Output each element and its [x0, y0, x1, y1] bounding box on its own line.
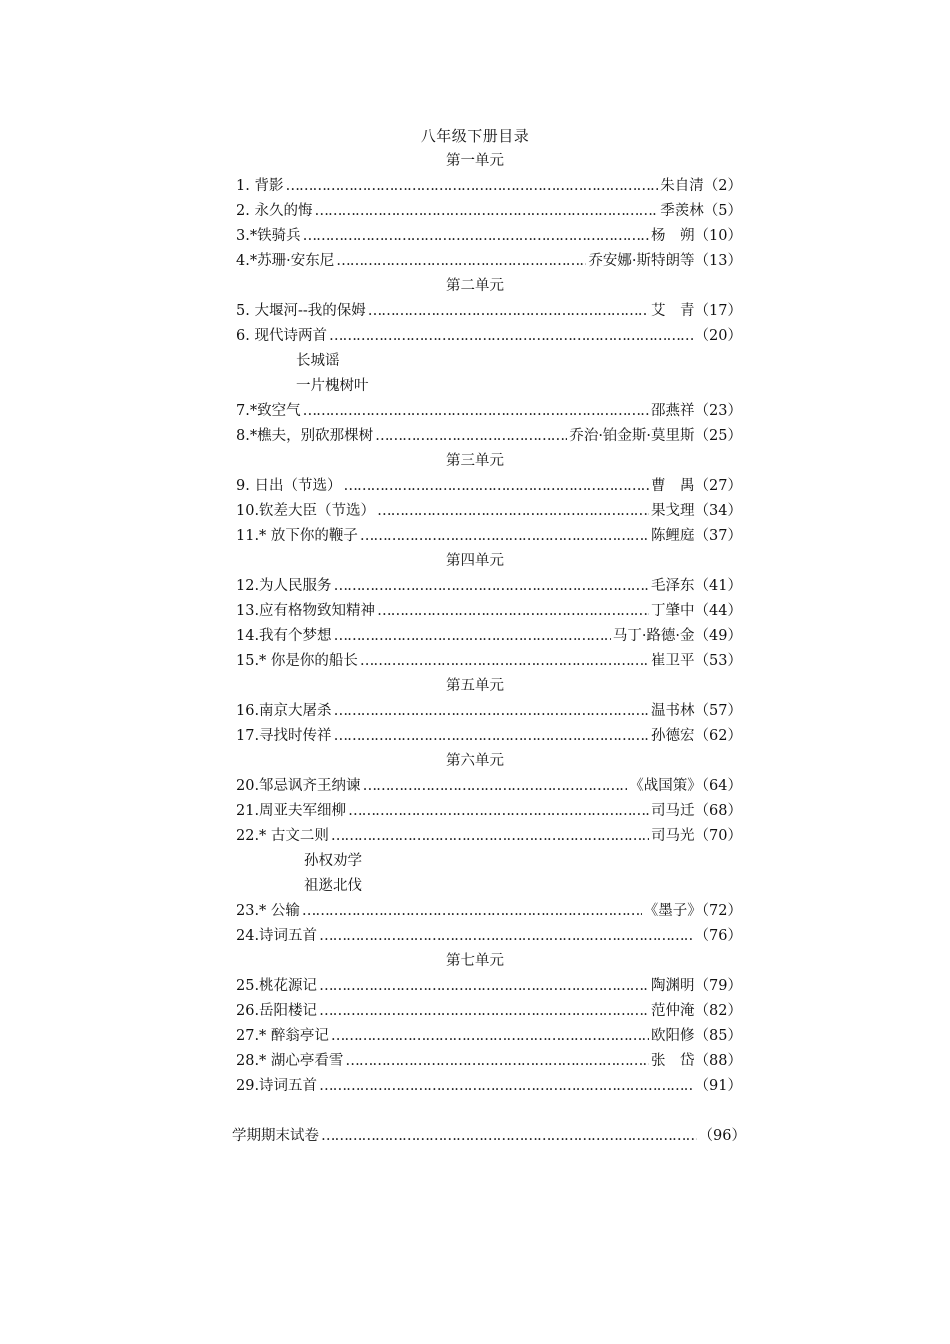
entry-title: 20.邹忌讽齐王纳谏	[236, 778, 361, 794]
toc-entry-row	[0, 649, 950, 674]
toc-entry[interactable]	[236, 824, 742, 849]
toc-entry-row	[0, 824, 950, 849]
entry-title: 24.诗词五首	[236, 928, 318, 944]
toc-entry[interactable]	[236, 774, 742, 799]
toc-entry-row	[0, 249, 950, 274]
entry-title: 7.*致空气	[236, 403, 301, 419]
toc-entry[interactable]	[236, 649, 742, 674]
entry-title: 28.* 湖心亭看雪	[236, 1053, 344, 1069]
toc-entry[interactable]	[236, 424, 742, 449]
toc-entry-row	[0, 699, 950, 724]
toc-entry-row	[0, 299, 950, 324]
toc-entry-row	[0, 424, 950, 449]
toc-subentry: 长城谣	[296, 353, 340, 369]
dot-leader	[319, 1074, 692, 1099]
dot-leader	[319, 999, 649, 1024]
toc-subentry-row	[0, 874, 950, 899]
entry-author-page: 张 岱（88）	[651, 1053, 742, 1069]
toc-entry[interactable]	[236, 974, 742, 999]
toc-entry-row	[0, 624, 950, 649]
exam-row	[0, 1124, 950, 1149]
entry-title: 23.* 公输	[236, 903, 300, 919]
toc-entry[interactable]	[236, 999, 742, 1024]
entry-title: 13.应有格物致知精神	[236, 603, 376, 619]
dot-leader	[314, 199, 658, 224]
dot-leader	[285, 174, 658, 199]
unit-heading: 第一单元	[446, 153, 504, 169]
toc-subentry-row	[0, 349, 950, 374]
exam-title: 学期期末试卷	[232, 1128, 319, 1144]
entry-author-page: 范仲淹（82）	[651, 1003, 742, 1019]
toc-entry-row	[0, 224, 950, 249]
entry-author-page: 司马迁（68）	[651, 803, 742, 819]
dot-leader	[334, 624, 611, 649]
entry-author-page: 丁肇中（44）	[651, 603, 742, 619]
dot-leader	[329, 324, 693, 349]
unit-heading-row	[0, 674, 950, 699]
toc-entry[interactable]	[236, 624, 742, 649]
unit-heading: 第四单元	[446, 553, 504, 569]
unit-heading-row	[0, 549, 950, 574]
entry-author-page: 乔安娜·斯特朗等（13）	[588, 253, 742, 269]
entry-title: 29.诗词五首	[236, 1078, 318, 1094]
spacer	[0, 1099, 950, 1124]
toc-entry[interactable]	[236, 924, 742, 949]
entry-author-page: 季羡林（5）	[660, 203, 742, 219]
toc-entry[interactable]	[236, 299, 742, 324]
toc-entry-row	[0, 1049, 950, 1074]
entry-title: 11.* 放下你的鞭子	[236, 528, 358, 544]
toc-entry-row	[0, 924, 950, 949]
toc-subentry: 孙权劝学	[304, 853, 362, 869]
toc-entry[interactable]	[236, 499, 742, 524]
dot-leader	[375, 424, 567, 449]
entry-author-page: 陈鲤庭（37）	[651, 528, 742, 544]
entry-author-page: 曹 禺（27）	[651, 478, 742, 494]
entry-title: 17.寻找时传祥	[236, 728, 332, 744]
toc-entry[interactable]	[236, 799, 742, 824]
entry-title: 10.钦差大臣（节选）	[236, 503, 376, 519]
unit-heading: 第五单元	[446, 678, 504, 694]
dot-leader	[343, 474, 649, 499]
dot-leader	[345, 1049, 649, 1074]
exam-page: （96）	[698, 1128, 746, 1144]
entry-author-page: 果戈理（34）	[651, 503, 742, 519]
entry-title: 8.*樵夫，别砍那棵树	[236, 428, 374, 444]
toc-entry-row	[0, 999, 950, 1024]
unit-heading-row	[0, 149, 950, 174]
dot-leader	[319, 924, 692, 949]
toc-entry[interactable]	[236, 1024, 742, 1049]
dot-leader	[334, 574, 649, 599]
toc-entry-row	[0, 399, 950, 424]
unit-heading: 第三单元	[446, 453, 504, 469]
entry-title: 12.为人民服务	[236, 578, 332, 594]
table-of-contents	[0, 149, 950, 1149]
dot-leader	[303, 224, 649, 249]
toc-entry[interactable]	[236, 1049, 742, 1074]
entry-author-page: （20）	[694, 328, 742, 344]
entry-title: 25.桃花源记	[236, 978, 318, 994]
toc-entry[interactable]	[236, 399, 742, 424]
unit-heading-row	[0, 749, 950, 774]
unit-heading: 第六单元	[446, 753, 504, 769]
toc-entry-row	[0, 174, 950, 199]
entry-author-page: （76）	[694, 928, 742, 944]
unit-heading-row	[0, 949, 950, 974]
dot-leader	[368, 299, 649, 324]
toc-entry-row	[0, 474, 950, 499]
toc-entry-row	[0, 499, 950, 524]
dot-leader	[377, 599, 649, 624]
toc-entry[interactable]	[236, 224, 742, 249]
entry-title: 27.* 醉翁亭记	[236, 1028, 329, 1044]
toc-entry-row	[0, 724, 950, 749]
entry-author-page: 艾 青（17）	[651, 303, 742, 319]
unit-heading-row	[0, 274, 950, 299]
toc-entry-row	[0, 1024, 950, 1049]
toc-subentry: 一片槐树叶	[296, 378, 369, 394]
toc-entry-row	[0, 524, 950, 549]
entry-author-page: 毛泽东（41）	[651, 578, 742, 594]
entry-title: 4.*苏珊·安东尼	[236, 253, 335, 269]
toc-entry-row	[0, 324, 950, 349]
entry-author-page: 邵燕祥（23）	[651, 403, 742, 419]
entry-title: 1. 背影	[236, 178, 284, 194]
entry-author-page: 《战国策》（64）	[629, 778, 742, 794]
entry-title: 21.周亚夫军细柳	[236, 803, 347, 819]
dot-leader	[377, 499, 649, 524]
entry-author-page: 杨 朔（10）	[651, 228, 742, 244]
toc-entry[interactable]	[236, 324, 742, 349]
dot-leader	[303, 399, 649, 424]
toc-entry[interactable]	[236, 249, 742, 274]
dot-leader	[319, 974, 649, 999]
entry-title: 15.* 你是你的船长	[236, 653, 358, 669]
toc-subentry-row	[0, 849, 950, 874]
toc-entry[interactable]	[236, 174, 742, 199]
dot-leader	[334, 724, 649, 749]
toc-entry[interactable]	[236, 1074, 742, 1099]
toc-entry-row	[0, 774, 950, 799]
entry-author-page: 马丁·路德·金（49）	[612, 628, 742, 644]
toc-subentry: 祖逖北伐	[304, 878, 362, 894]
entry-author-page: 朱自清（2）	[660, 178, 742, 194]
toc-entry[interactable]	[236, 724, 742, 749]
page-title: 八年级下册目录	[420, 127, 530, 145]
entry-author-page: 孙德宏（62）	[651, 728, 742, 744]
dot-leader	[334, 699, 649, 724]
dot-leader	[360, 649, 649, 674]
toc-entry[interactable]	[236, 574, 742, 599]
entry-title: 16.南京大屠杀	[236, 703, 332, 719]
entry-title: 2. 永久的悔	[236, 203, 313, 219]
entry-author-page: 乔治·铂金斯·莫里斯（25）	[569, 428, 742, 444]
entry-author-page: 陶渊明（79）	[651, 978, 742, 994]
toc-entry[interactable]	[236, 899, 742, 924]
unit-heading: 第七单元	[446, 953, 504, 969]
entry-author-page: （91）	[694, 1078, 742, 1094]
entry-author-page: 崔卫平（53）	[651, 653, 742, 669]
toc-entry-row	[0, 574, 950, 599]
dot-leader	[331, 1024, 649, 1049]
entry-author-page: 《墨子》（72）	[643, 903, 742, 919]
dot-leader	[321, 1124, 697, 1149]
entry-title: 9. 日出（节选）	[236, 478, 342, 494]
unit-heading-row	[0, 449, 950, 474]
entry-title: 3.*铁骑兵	[236, 228, 301, 244]
toc-entry[interactable]	[236, 524, 742, 549]
toc-entry-row	[0, 799, 950, 824]
entry-author-page: 温书林（57）	[651, 703, 742, 719]
toc-entry-row	[0, 599, 950, 624]
entry-title: 26.岳阳楼记	[236, 1003, 318, 1019]
toc-entry[interactable]	[236, 199, 742, 224]
toc-entry[interactable]	[236, 474, 742, 499]
dot-leader	[363, 774, 628, 799]
entry-author-page: 欧阳修（85）	[651, 1028, 742, 1044]
toc-entry-row	[0, 1074, 950, 1099]
exam-entry[interactable]	[232, 1124, 746, 1149]
dot-leader	[302, 899, 642, 924]
toc-entry[interactable]	[236, 599, 742, 624]
toc-entry-row	[0, 974, 950, 999]
toc-entry-row	[0, 199, 950, 224]
entry-title: 5. 大堰河--我的保姆	[236, 303, 366, 319]
toc-entry-row	[0, 899, 950, 924]
toc-subentry-row	[0, 374, 950, 399]
unit-heading: 第二单元	[446, 278, 504, 294]
dot-leader	[348, 799, 649, 824]
entry-title: 6. 现代诗两首	[236, 328, 327, 344]
dot-leader	[331, 824, 649, 849]
dot-leader	[336, 249, 586, 274]
entry-title: 22.* 古文二则	[236, 828, 329, 844]
entry-title: 14.我有个梦想	[236, 628, 332, 644]
dot-leader	[360, 524, 649, 549]
toc-entry[interactable]	[236, 699, 742, 724]
entry-author-page: 司马光（70）	[651, 828, 742, 844]
